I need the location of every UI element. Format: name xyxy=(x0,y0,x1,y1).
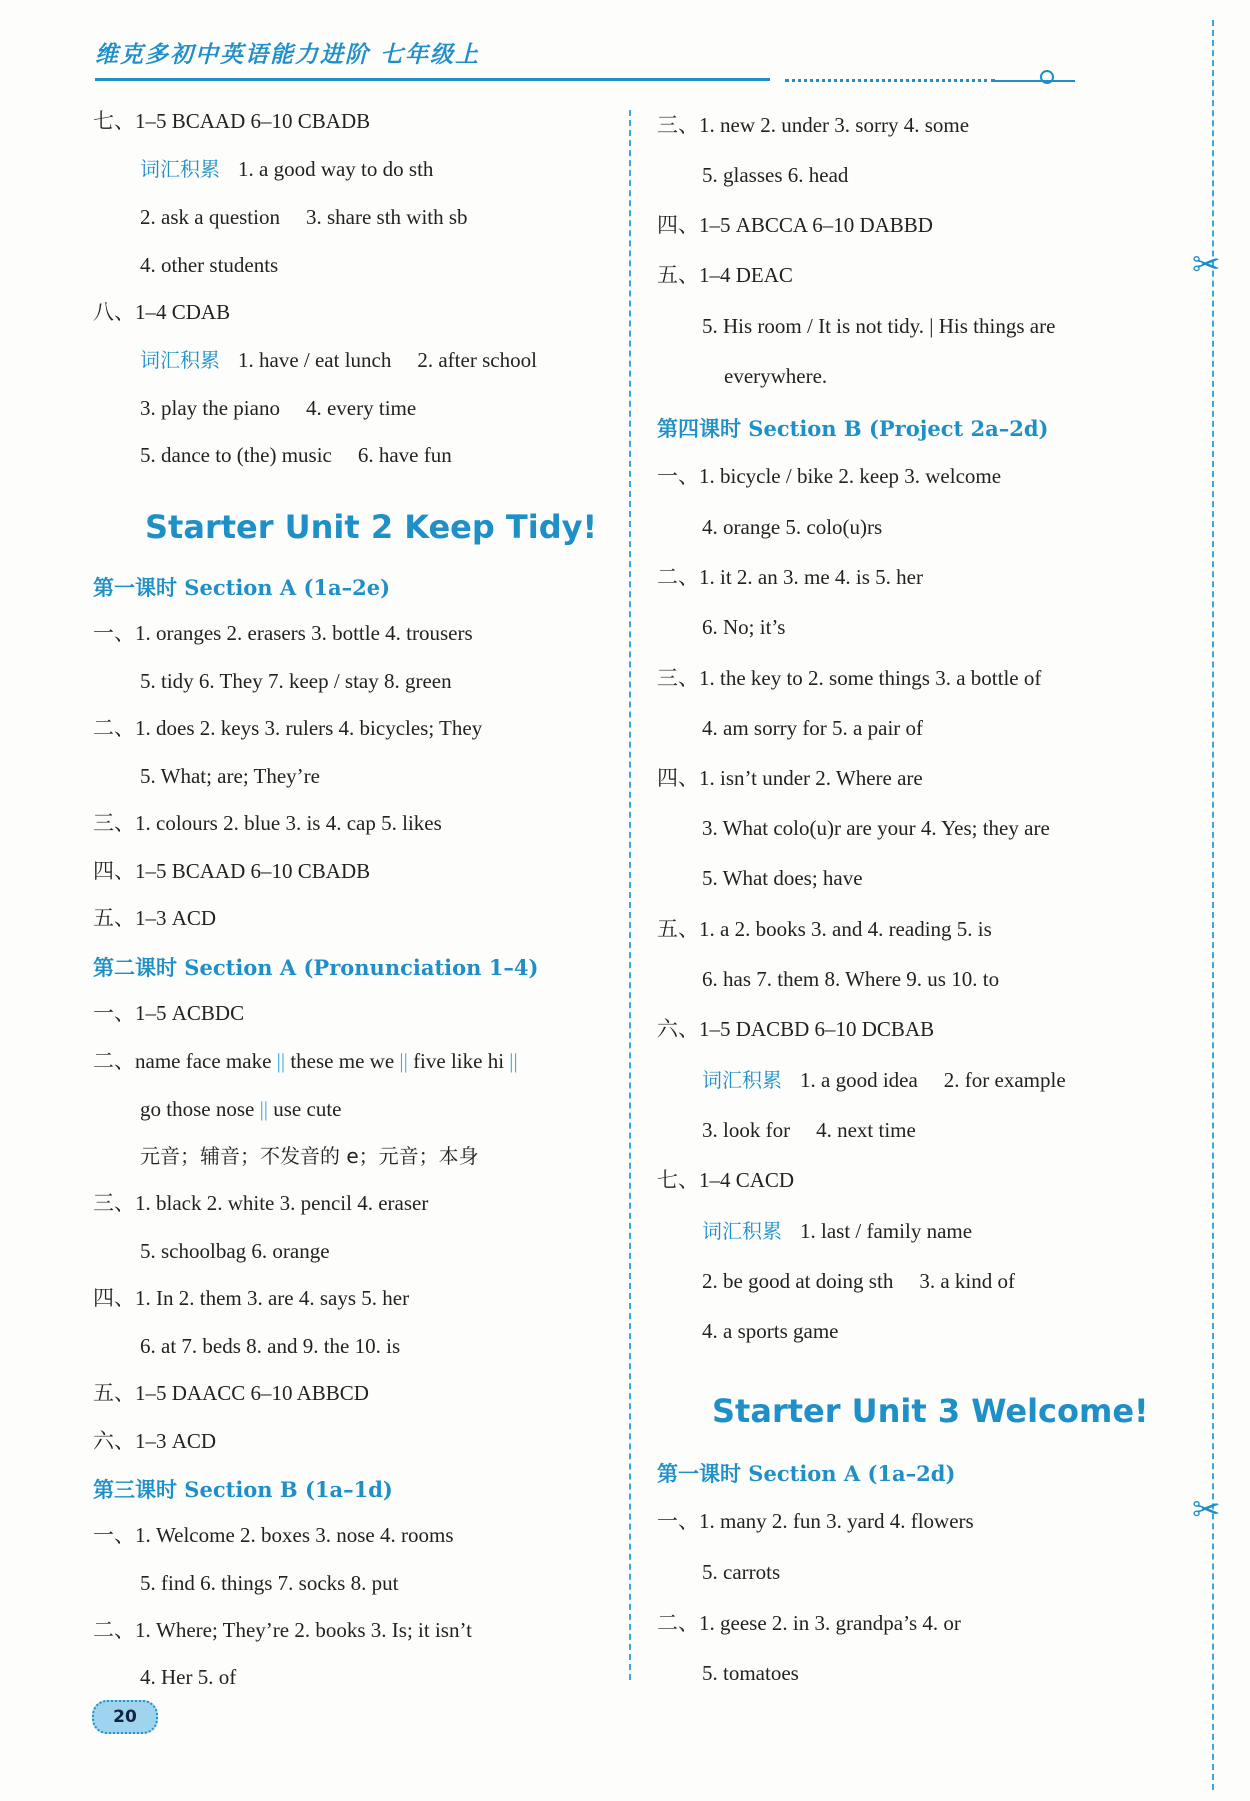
answer-line: 四、1. In 2. them 3. are 4. says 5. her xyxy=(93,1286,410,1310)
answer-text: 1. last / family name xyxy=(800,1219,973,1243)
vocab-line xyxy=(702,1218,972,1244)
answer-line: 一、1. oranges 2. erasers 3. bottle 4. trousers xyxy=(93,621,473,645)
vocab-tag: 词汇积累 xyxy=(702,1068,782,1092)
answer-line: 二、1. geese 2. in 3. grandpa’s 4. or xyxy=(657,1611,961,1635)
answer-text: 1. a good idea xyxy=(800,1068,918,1092)
answer-line: 5. find 6. things 7. socks 8. put xyxy=(140,1571,399,1595)
section-heading: 第二课时 Section A (Pronunciation 1–4) xyxy=(93,955,539,980)
answer-line: 4. orange 5. colo(u)rs xyxy=(702,515,883,539)
answer-line: 三、1. colours 2. blue 3. is 4. cap 5. likes xyxy=(93,811,442,835)
answer-line: 一、1–5 ACBDC xyxy=(93,1001,245,1025)
vocab-line xyxy=(140,347,537,373)
answer-text: 3. share sth with sb xyxy=(305,205,468,229)
header-circle-icon xyxy=(1040,70,1054,84)
separator: || xyxy=(276,1049,286,1073)
answer-line: 七、1–4 CACD xyxy=(657,1168,795,1192)
answer-line: 六、1–3 ACD xyxy=(93,1429,217,1453)
answer-text: these me we xyxy=(290,1049,395,1073)
answer-line: 4. Her 5. of xyxy=(140,1665,237,1689)
answer-line: 5. What; are; They’re xyxy=(140,764,320,788)
answer-line xyxy=(140,395,416,421)
section-heading: 第四课时 Section B (Project 2a–2d) xyxy=(657,416,1049,441)
vocab-tag: 词汇积累 xyxy=(140,348,220,372)
page-number: 20 xyxy=(92,1700,158,1734)
header-dotted-rule xyxy=(785,79,995,82)
answer-line: 二、1. it 2. an 3. me 4. is 5. her xyxy=(657,565,923,589)
answer-text: 3. play the piano xyxy=(140,396,280,420)
answer-line: 七、1–5 BCAAD 6–10 CBADB xyxy=(93,109,371,133)
answer-line: 4. a sports game xyxy=(702,1319,839,1343)
vocab-tag: 词汇积累 xyxy=(140,157,220,181)
answer-line: 五、1. a 2. books 3. and 4. reading 5. is xyxy=(657,917,992,941)
header-title: 维克多初中英语能力进阶 七年级上 xyxy=(95,42,481,68)
answer-line xyxy=(140,204,468,230)
answer-line: 5. tomatoes xyxy=(702,1661,799,1685)
answer-text: 2. be good at doing sth xyxy=(702,1269,894,1293)
answer-line: 3. What colo(u)r are your 4. Yes; they are xyxy=(702,816,1050,840)
answer-line: 4. other students xyxy=(140,253,279,277)
answer-text: 6. have fun xyxy=(357,443,452,467)
column-divider xyxy=(629,110,631,1680)
answer-line xyxy=(702,1117,916,1143)
answer-line: 五、1–4 DEAC xyxy=(657,263,793,287)
answer-line: 6. at 7. beds 8. and 9. the 10. is xyxy=(140,1334,401,1358)
scissors-icon: ✂ xyxy=(1192,1490,1221,1530)
answer-text: 1. a good way to do sth xyxy=(238,157,434,181)
answer-line: 四、1–5 BCAAD 6–10 CBADB xyxy=(93,859,371,883)
answer-text: 5. dance to (the) music xyxy=(140,443,332,467)
separator: || xyxy=(399,1049,408,1073)
vocab-line xyxy=(140,156,433,182)
answer-text: go those nose xyxy=(140,1097,255,1121)
vocab-tag: 词汇积累 xyxy=(702,1219,782,1243)
answer-line: 5. What does; have xyxy=(702,866,863,890)
answer-text: 4. every time xyxy=(305,396,417,420)
answer-text: 二、name face make xyxy=(93,1049,272,1073)
answer-text: 2. for example xyxy=(943,1068,1066,1092)
answer-text: 4. next time xyxy=(816,1118,916,1142)
answer-line: 五、1–3 ACD xyxy=(93,906,217,930)
answer-text: 1. have / eat lunch xyxy=(238,348,392,372)
answer-line: 元音；辅音；不发音的 e；元音；本身 xyxy=(140,1144,479,1168)
section-heading: 第一课时 Section A (1a–2e) xyxy=(93,575,391,600)
answer-line: 五、1–5 DAACC 6–10 ABBCD xyxy=(93,1381,369,1405)
separator: || xyxy=(259,1097,268,1121)
answer-line: 一、1. bicycle / bike 2. keep 3. welcome xyxy=(657,464,1002,488)
answer-line xyxy=(140,1096,341,1122)
answer-line: 6. No; it’s xyxy=(702,615,786,639)
answer-line: 四、1. isn’t under 2. Where are xyxy=(657,766,923,790)
answer-line: 二、1. does 2. keys 3. rulers 4. bicycles; They xyxy=(93,716,483,740)
scissors-icon: ✂ xyxy=(1192,245,1221,285)
answer-line: 4. am sorry for 5. a pair of xyxy=(702,716,924,740)
answer-line: 5. glasses 6. head xyxy=(702,163,849,187)
answer-line: 四、1–5 ABCCA 6–10 DABBD xyxy=(657,213,933,237)
answer-text: 2. ask a question xyxy=(140,205,280,229)
answer-text: 2. after school xyxy=(417,348,537,372)
answer-line: 5. tidy 6. They 7. keep / stay 8. green xyxy=(140,669,452,693)
answer-line: 二、1. Where; They’re 2. books 3. Is; it isn’t xyxy=(93,1618,472,1642)
header-tail-rule xyxy=(995,80,1075,82)
separator: || xyxy=(509,1049,518,1073)
unit-title: Starter Unit 3 Welcome! xyxy=(712,1392,1149,1430)
answer-line: 一、1. Welcome 2. boxes 3. nose 4. rooms xyxy=(93,1523,454,1547)
vocab-line xyxy=(702,1067,1066,1093)
answer-text: five like hi xyxy=(413,1049,505,1073)
answer-line: 八、1–4 CDAB xyxy=(93,300,231,324)
answer-line: 三、1. the key to 2. some things 3. a bottle of xyxy=(657,666,1042,690)
answer-line: 六、1–5 DACBD 6–10 DCBAB xyxy=(657,1017,935,1041)
answer-line xyxy=(702,1268,1015,1294)
answer-line: 6. has 7. them 8. Where 9. us 10. to xyxy=(702,967,1000,991)
answer-text: 3. look for xyxy=(702,1118,791,1142)
answer-line xyxy=(140,442,452,468)
answer-line xyxy=(93,1048,518,1074)
section-heading: 第一课时 Section A (1a–2d) xyxy=(657,1461,956,1486)
answer-line: 5. schoolbag 6. orange xyxy=(140,1239,330,1263)
answer-line: everywhere. xyxy=(724,364,828,388)
header-rule xyxy=(95,78,770,81)
section-heading: 第三课时 Section B (1a–1d) xyxy=(93,1477,393,1502)
answer-text: 3. a kind of xyxy=(919,1269,1015,1293)
answer-line: 一、1. many 2. fun 3. yard 4. flowers xyxy=(657,1509,974,1533)
unit-title: Starter Unit 2 Keep Tidy! xyxy=(145,508,598,546)
answer-text: use cute xyxy=(273,1097,342,1121)
answer-line: 三、1. new 2. under 3. sorry 4. some xyxy=(657,113,970,137)
answer-line: 5. His room / It is not tidy. | His things are xyxy=(702,314,1056,338)
answer-line: 三、1. black 2. white 3. pencil 4. eraser xyxy=(93,1191,429,1215)
answer-line: 5. carrots xyxy=(702,1560,781,1584)
